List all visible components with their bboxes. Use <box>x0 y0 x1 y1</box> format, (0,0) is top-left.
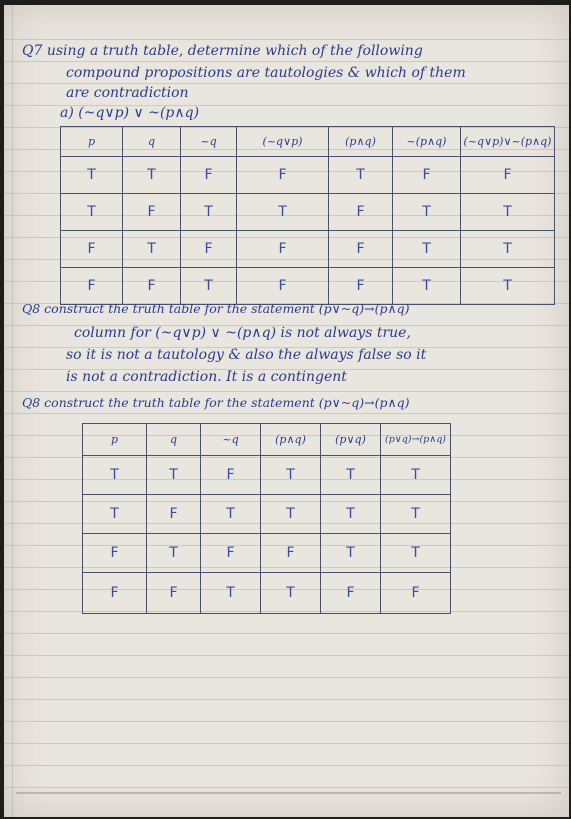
table1-cell: T <box>61 157 123 194</box>
table2-cell: T <box>261 573 321 614</box>
ruled-line <box>4 633 569 634</box>
table1-cell: T <box>393 194 461 231</box>
table1-cell: T <box>61 194 123 231</box>
table2-cell: F <box>147 495 201 534</box>
table2-cell: T <box>381 495 451 534</box>
table2-cell: F <box>83 534 147 573</box>
notebook-page <box>4 5 569 817</box>
table1-cell: T <box>237 194 329 231</box>
table2-cell: F <box>147 573 201 614</box>
q8-line-3: so it is not a tautology & also the always false so it <box>66 347 427 363</box>
q7-line-2: compound propositions are tautologies & which of them <box>66 65 466 81</box>
table1-header-cell: q <box>123 127 181 157</box>
table1-cell: T <box>393 231 461 268</box>
ruled-line <box>4 765 569 766</box>
bottom-rule <box>16 792 561 794</box>
table1-cell: T <box>461 231 555 268</box>
ruled-line <box>4 677 569 678</box>
ruled-line <box>4 413 569 414</box>
table1-cell: T <box>123 157 181 194</box>
table1-cell: F <box>181 157 237 194</box>
table2-cell: T <box>321 534 381 573</box>
table1-cell: F <box>329 231 393 268</box>
truth-table-1 <box>60 126 555 305</box>
ruled-line <box>4 391 569 392</box>
table2-cell: T <box>261 456 321 495</box>
ruled-line <box>4 787 569 788</box>
table-row <box>83 573 451 614</box>
table1-cell: T <box>329 157 393 194</box>
q7-line-3: are contradiction <box>66 85 189 101</box>
table1-cell: F <box>237 268 329 305</box>
table1-cell: F <box>61 268 123 305</box>
q7-part-a: a) (~q∨p) ∨ ~(p∧q) <box>60 105 200 121</box>
table1-cell: F <box>237 157 329 194</box>
q7-line-1: Q7 using a truth table, determine which of the following <box>22 43 423 59</box>
table1-cell: T <box>461 268 555 305</box>
table2-header-cell: (p∨q)→(p∧q) <box>381 424 451 456</box>
table1-cell: T <box>393 268 461 305</box>
table2-cell: T <box>261 495 321 534</box>
table-row <box>61 194 555 231</box>
table1-cell: F <box>329 268 393 305</box>
q9-line-1: Q8 construct the truth table for the statement (p∨~q)→(p∧q) <box>22 395 410 410</box>
table1-header-cell: ~(p∧q) <box>393 127 461 157</box>
table1-cell: F <box>393 157 461 194</box>
ruled-line <box>4 61 569 62</box>
table2-cell: T <box>321 456 381 495</box>
table2-cell: F <box>201 456 261 495</box>
table1-cell: T <box>181 268 237 305</box>
table2-cell: F <box>83 573 147 614</box>
table2-header-cell: q <box>147 424 201 456</box>
ruled-line <box>4 699 569 700</box>
table1-cell: F <box>123 268 181 305</box>
table1-cell: F <box>61 231 123 268</box>
table2-cell: T <box>201 495 261 534</box>
table2-header-cell: (p∧q) <box>261 424 321 456</box>
table-row <box>61 231 555 268</box>
table2-header-row <box>83 424 451 456</box>
table2-cell: T <box>381 534 451 573</box>
table1-cell: F <box>181 231 237 268</box>
table1-header-row <box>61 127 555 157</box>
table2-cell: T <box>201 573 261 614</box>
table2-cell: F <box>261 534 321 573</box>
table1-cell: T <box>123 231 181 268</box>
table1-cell: F <box>329 194 393 231</box>
table-row <box>61 268 555 305</box>
table2-header-cell: ~q <box>201 424 261 456</box>
table1-cell: F <box>123 194 181 231</box>
table-row <box>83 534 451 573</box>
table-row <box>61 157 555 194</box>
table2-cell: T <box>381 456 451 495</box>
table1-cell: T <box>461 194 555 231</box>
q8-line-4: is not a contradiction. It is a contingent <box>66 369 347 385</box>
table-row <box>83 456 451 495</box>
table2-cell: T <box>321 495 381 534</box>
table-row <box>83 495 451 534</box>
ruled-line <box>4 721 569 722</box>
table1-cell: F <box>461 157 555 194</box>
table2-header-cell: (p∨q) <box>321 424 381 456</box>
ruled-line <box>4 83 569 84</box>
table1-cell: T <box>181 194 237 231</box>
ruled-line <box>4 39 569 40</box>
ruled-line <box>4 743 569 744</box>
table2-cell: F <box>381 573 451 614</box>
table1-header-cell: (p∧q) <box>329 127 393 157</box>
table2-cell: T <box>83 456 147 495</box>
table1-header-cell: p <box>61 127 123 157</box>
table2-header-cell: p <box>83 424 147 456</box>
table2-cell: F <box>321 573 381 614</box>
table2-cell: T <box>147 534 201 573</box>
table2-cell: T <box>147 456 201 495</box>
table1-header-cell: (~q∨p)∨~(p∧q) <box>461 127 555 157</box>
truth-table-2 <box>82 423 451 614</box>
table1-header-cell: ~q <box>181 127 237 157</box>
ruled-line <box>4 655 569 656</box>
table1-cell: F <box>237 231 329 268</box>
table2-cell: T <box>83 495 147 534</box>
q8-line-1: Q8 construct the truth table for the statement (p∨~q)→(p∧q) <box>22 301 410 316</box>
q8-line-2: column for (~q∨p) ∨ ~(p∧q) is not always true, <box>74 325 411 341</box>
table2-cell: F <box>201 534 261 573</box>
table1-header-cell: (~q∨p) <box>237 127 329 157</box>
